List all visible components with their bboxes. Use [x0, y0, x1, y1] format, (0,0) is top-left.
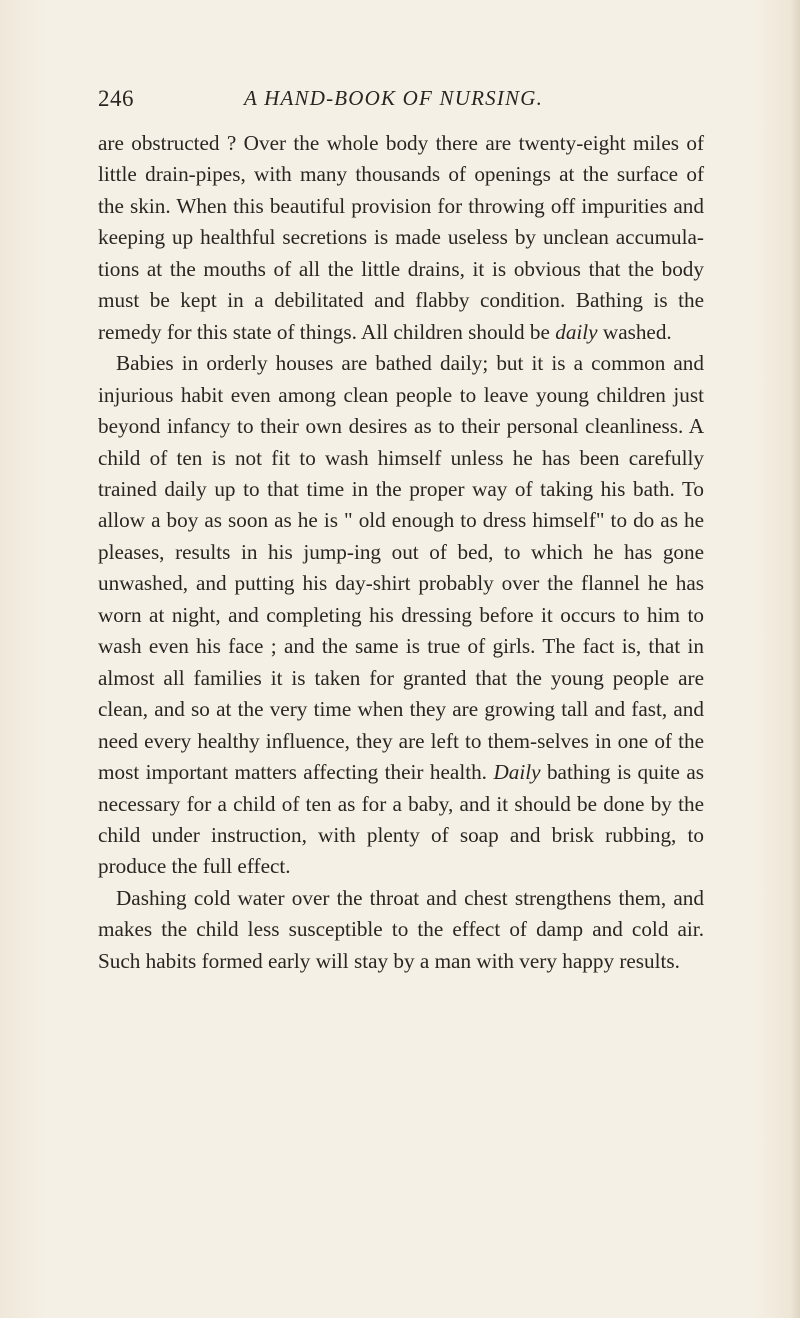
paragraph-2-text: Babies in orderly houses are bathed daily; but it is a common and injurious habit even among clean people to leave young children just beyond infancy to their own desires as to their personal cleanliness. A child of ten is not fit to wash himself unless he has been carefully trained daily up to that time in the proper way of taking his bath. To allow a boy as soon as he is " old enough to dress himself" to do as he pleases, results in his jump-ing out of bed, to which he has gone unwashed, and putting his day-shirt probably over the flannel he has worn at night, and completing his dressing before it occurs to him to wash even his face ; and the same is true of girls. The fact is, that in almost all families it is taken for granted that the young people are clean, and so at the very time when they are growing tall and fast, and need every healthy influence, they are left to them-selves in one of the most important matters affecting their health.: [98, 351, 704, 785]
paragraph-1-emphasis: daily: [555, 319, 598, 344]
paragraph-3: [98, 883, 704, 977]
body-text: [98, 128, 704, 977]
running-head: [98, 86, 704, 116]
paragraph-1-text: are obstructed ? Over the whole body there are twenty-eight miles of little drain-pipes, with many thousands of openings at the surface of the skin. When this beautiful provision for throwing off impurities and keeping up healthful secretions is made useless by unclean accumula-tions at the mouths of all the little drains, it is obvious that the body must be kept in a debilitated and flabby condition. Bathing is the remedy for this state of things. All children should be: [98, 131, 704, 344]
page-edge-shadow: [790, 0, 800, 1318]
paragraph-1: [98, 128, 704, 348]
paragraph-2: [98, 348, 704, 883]
paragraph-2-text-end: bathing is quite as necessary for a child of ten as for a baby, and it should be done by the child under instruction, with plenty of soap and brisk rubbing, to produce the full effect.: [98, 760, 705, 879]
paragraph-2-emphasis: Daily: [493, 760, 541, 785]
paragraph-3-text: Dashing cold water over the throat and chest strengthens them, and makes the child less susceptible to the effect of damp and cold air. Such habits formed early will stay by a man with very happy results.: [98, 885, 704, 973]
paragraph-1-text-end: washed.: [597, 319, 672, 344]
book-title: A HAND-BOOK OF NURSING.: [244, 86, 544, 110]
page-number: 246: [98, 86, 134, 111]
